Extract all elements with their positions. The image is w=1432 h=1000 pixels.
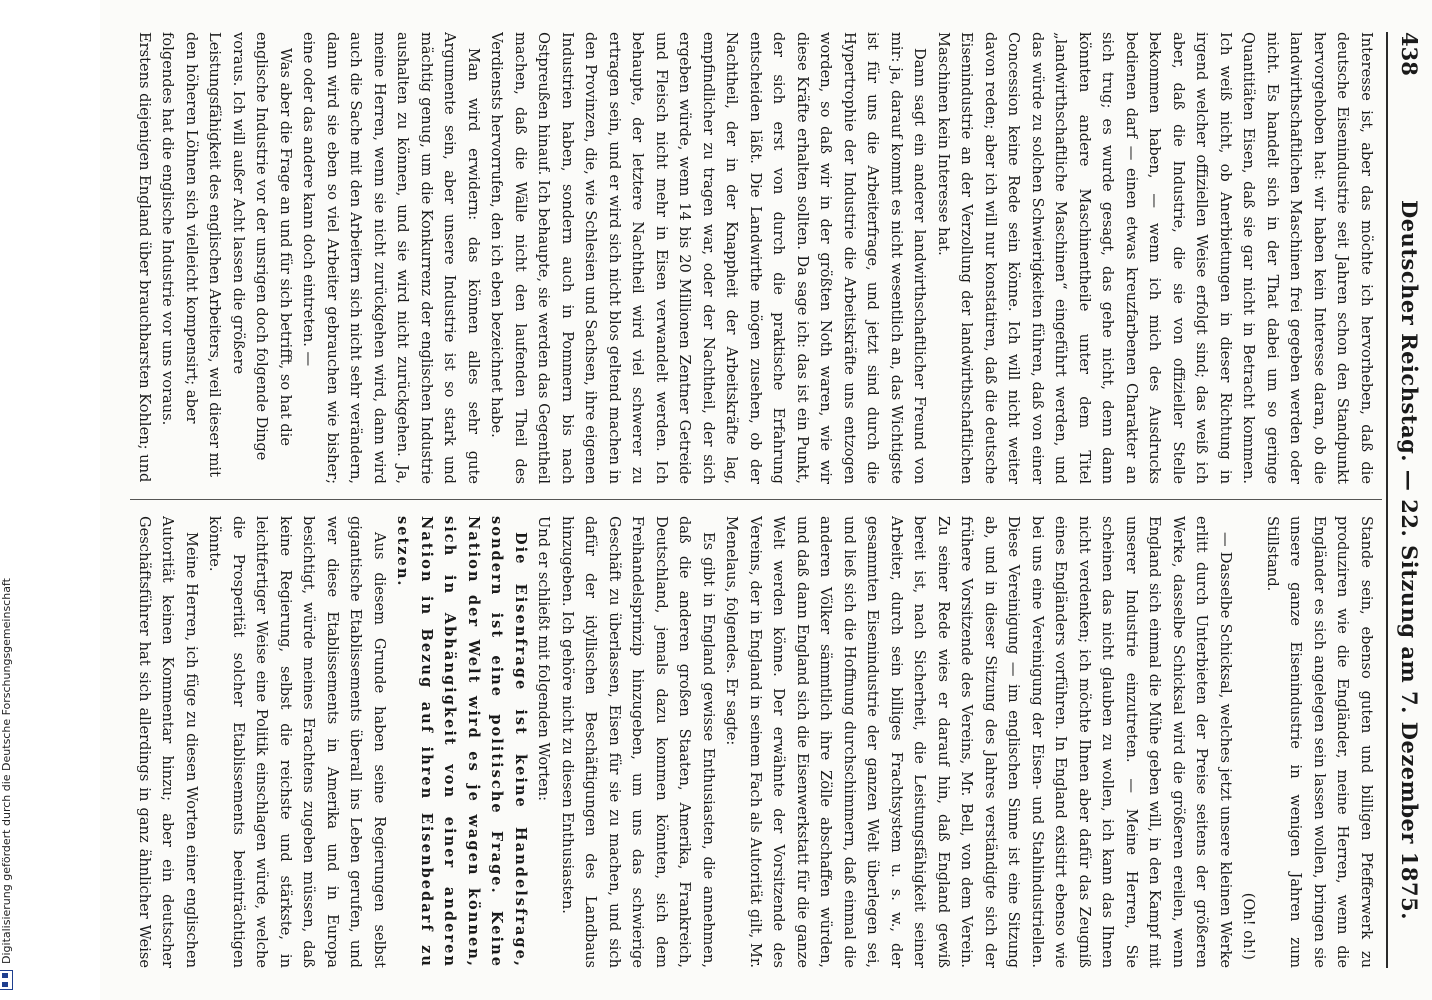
credit-line bbox=[0, 550, 16, 990]
paragraph: Und er schließt mit folgenden Worten: bbox=[535, 516, 553, 802]
running-title: Deutscher Reichstag. — 22. Sitzung am 7. Dezember 1875. bbox=[1397, 199, 1422, 921]
interjection: (Oh! oh!) bbox=[1240, 892, 1258, 960]
right-column bbox=[130, 516, 1378, 968]
scanned-page bbox=[100, 0, 1432, 1000]
dfg-logo-icon bbox=[0, 970, 13, 990]
page-header bbox=[1386, 32, 1424, 968]
left-column bbox=[130, 32, 1378, 484]
paragraph: Was aber die Frage an und für sich betrifft, so hat die englische Industrie vor der unsrigen doch folgende Dinge voraus. Ich will außer Acht lassen die größere Leistungsfähigkeit des englischen Arbeiters, weil dieser mit den höheren Löhnen sich vielleicht kompensirt; aber folgendes hat die englische Industrie vor uns voraus. Erstens diejenigen England über brauchbarsten Kohlen; und bbox=[136, 32, 294, 483]
paragraph: Dann sagt ein anderer landwirthschaftlicher Freund von mir: ja, darauf kommt es nicht wesentlich an, das Wichtigste ist für uns die Arbeiterfrage, und jetzt sind durch die Hypertrophie der Industrie die Arbeitskräfte uns entzogen worden, so daß wir in der größten Noth waren, wie wir diese Kräfte erhalten sollten. Da sage ich: das ist ein Punkt, der sich erst von durch die praktische Erfahrung entscheiden läßt. Die Landwirthe mögen zusehen, ob der Nachtheil, der in der Knappheit der Arbeitskräfte lag, empfindlicher zu tragen war, oder der Nachtheil, der sich ergeben würde, wenn 14 bis 20 Millionen Zentner Getreide und Fleisch nicht mehr in Eisen verwandelt werden. Ich behaupte, der letztere Nachtheil wird viel schwerer zu ertragen sein, und er wird sich nicht blos geltend machen in den Provinzen, die, wie Schlesien und Sachsen, ihre eigenen Industrien haben, sondern auch in Pommern bis nach Ostpreußen hinauf. Ich behaupte, sie werden das Gegentheil machen, daß die Wälle nicht den laufenden Theil des Verdiensts hervorrufen, den ich eben bezeichnet habe. bbox=[488, 32, 929, 484]
page-number: 438 bbox=[1397, 32, 1422, 76]
quotation: Aus diesem Grunde haben seine Regierungen selbst gigantische Etablissements überall ins Leben gerufen, und wer diese Etablissements in Amerika und in Europa besichtigt, würde meines Erachtens zugeben müssen, daß keine Regierung, selbst die reichste und stärkste, in leichtfertiger Weise eine Politik einschlagen würde, welche die Prosperität solcher Etablissements beeinträchtigen könnte. bbox=[206, 516, 388, 968]
paragraph: Meine Herren, ich füge zu diesen Worten einer englischen Autorität keinen Kommentar hinzu; aber ein deutscher Geschäftsführer hat sich allerdings in ganz ähnlicher Weise bbox=[136, 516, 200, 968]
quotation: Es gibt in England gewisse Enthusiasten, die annehmen, daß die anderen großen Staaten, Amerika, Frankreich, Deutschland, jemals dazu kommen könnten, sich dem Freihandelsprinzip hinzugeben, um uns das schwierige Geschäft zu überlassen, Eisen für sie zu machen, und sich dafür der idyllischen Beschäftigungen des Landbaus hinzugeben. Ich gehöre nicht zu diesen Enthusiasten. bbox=[559, 516, 717, 968]
paragraph: Man wird erwidern: das können alles sehr gute Argumente sein, aber unsere Industrie ist so stark und mächtig genug, um die Konkurrenz der englischen Industrie aushalten zu können, und sie wird nicht zurückgehen. Ja, meine Herren, wenn sie nicht zurückgehen wird, dann wird auch die Sache mit den Arbeitern sich nicht sehr verändern, dann wird sie eben so viel Arbeiter gebrauchen wie bisher; eine oder das andere kann doch eintreten. — bbox=[300, 32, 482, 484]
column-divider bbox=[130, 499, 1382, 500]
digitization-credit bbox=[0, 0, 100, 1000]
paragraph: Stande sein, ebenso guten und billigen Pfefferwerk zu produziren wie die Engländer, meine Herren, wenn die Engländer es sich angelegen sein lassen wollen, bringen sie unsere ganze Eisenindustrie in wenigen Jahren zum Stillstand. bbox=[1264, 516, 1375, 968]
credit-text: Digitalisierung gefördert durch die Deutsche Forschungsgemeinschaft bbox=[0, 578, 13, 964]
quotation-emphasis: Die Eisenfrage ist keine Handelsfrage, sondern ist eine politische Frage. Keine Nation der Welt wird es je wagen können, sich in Abhängigkeit von einer anderen Nation in Bezug auf ihren Eisenbedarf zu setzen. bbox=[394, 516, 529, 968]
paragraph: Interesse ist, aber das möchte ich hervorheben, daß die deutsche Eisenindustrie seit Jahren schon den Standpunkt hervorgehoben hat: wir haben kein Interesse daran, ob die landwirthschaftlichen Maschinen frei gegeben werden oder nicht. Es handelt sich in der That dabei um so geringe Quantitäten Eisen, daß sie gar nicht in Betracht kommen. Ich weiß nicht, ob Anerbietungen in dieser Richtung in irgend welcher offiziellen Weise erfolgt sind; das weiß ich aber, daß die Industrie, die sie von offizieller Stelle bekommen haben, — wenn ich mich des Ausdrucks bedienen darf — einen etwas kreuzfarbenen Charakter an sich trug; es wurde gesagt, das gehe nicht, denn dann könnten andere Maschinentheile unter dem Titel „landwirthschaftliche Maschinen“ eingeführt werden, und das würde zu solchen Schwierigkeiten führen, daß von einer Concession keine Rede sein könne. Ich will nicht weiter davon reden; aber ich will nur konstatiren, daß die deutsche Eisenindustrie an der Verzollung der landwirthschaftlichen Maschinen kein Interesse hat. bbox=[935, 32, 1375, 484]
paragraph: — Dasselbe Schicksal, welches jetzt unsere kleinen Werke erlitt durch Unterbieten der Preise seitens der größeren Werke, dasselbe Schicksal wird die größeren ereilen, wenn England sich einmal die Mühe geben will, in den Kampf mit unserer Industrie einzutreten. — Meine Herren, Sie scheinen das nicht glauben zu wollen, ich kann das Ihnen nicht verdenken; ich möchte Ihnen aber dafür das Zeugniß eines Engländers vorführen. In England existirt ebenso wie bei uns eine Vereinigung der Eisen- und Stahlindustriellen. Diese Vereinigung — im englischen Sinne ist eine Sitzung ab, und in dieser Sitzung des Jahres verständigte sich der frühere Vorsitzende des Vereins, Mr. Bell, von dem Verein. Zu seiner Rede wies er darauf hin, daß England gewiß bereit ist, nach Sicherheit, die Leistungsfähigkeit seiner Arbeiter, durch sein billiges Frachtsystem u. s. w., der gesammten Eisenindustrie der ganzen Welt überlegen sei, und ließ sich die Hoffnung durchschimmern, daß einmal die anderen Völker sämmtlich ihre Zölle abschaffen würden, und daß dann England sich die Eisenwerkstatt für die ganze Welt werden könne. Der erwähnte der Vorsitzende des Vereins, der in England in seinem Fach als Autorität gilt, Mr. Menelaus, folgendes. Er sagte: bbox=[723, 516, 1234, 968]
